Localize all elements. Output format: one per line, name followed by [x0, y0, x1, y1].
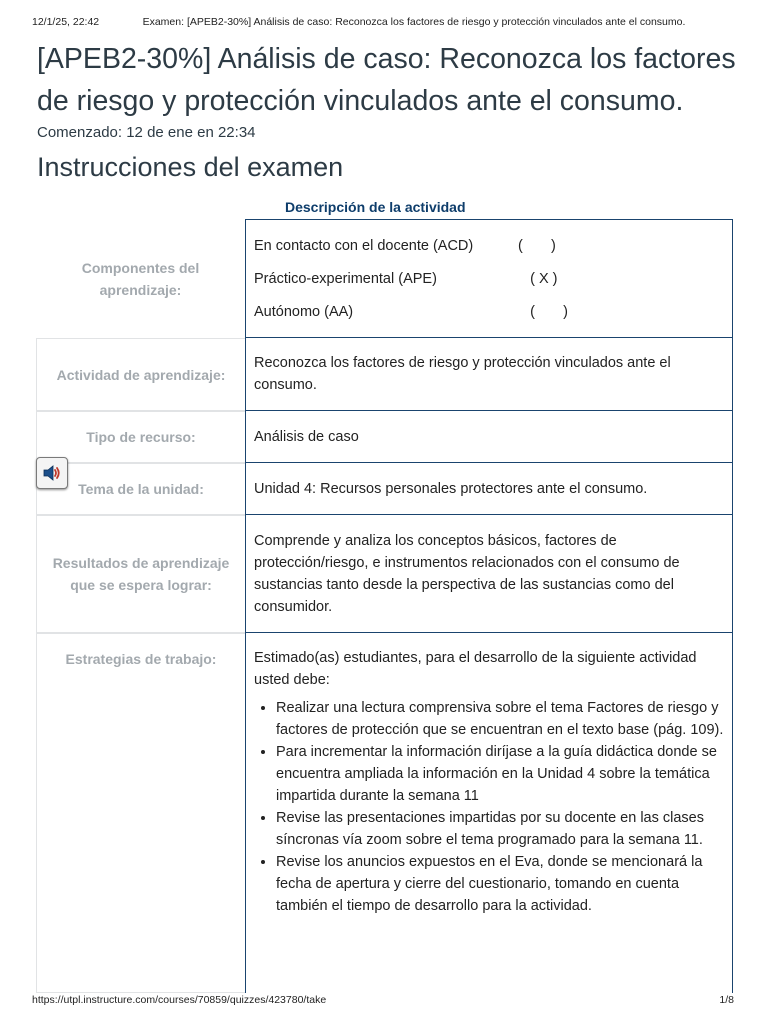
component-name: Autónomo (AA): [254, 303, 354, 320]
component-mark: ( ): [518, 237, 556, 254]
strategies-list: [254, 697, 724, 917]
results-label: Resultados de aprendizaje que se espera lograr:: [36, 515, 245, 633]
speaker-icon: [42, 464, 62, 482]
strategy-item: • Revise las presentaciones impartidas por su docente en las clases síncronas vía zoom sobre el tema programado para la semana 11.: [276, 807, 724, 851]
unit-value: Unidad 4: Recursos personales protectores ante el consumo.: [245, 463, 733, 515]
quiz-title: [APEB2-30%] Análisis de caso: Reconozca los factores de riesgo y protección vinculados ante el consumo.: [37, 43, 736, 117]
print-footer: [32, 994, 736, 1008]
component-item: [254, 229, 724, 262]
strategies-value: [245, 633, 733, 993]
strategy-item: • Realizar una lectura comprensiva sobre el tema Factores de riesgo y factores de protección que se encuentran en el texto base (pág. 109).: [276, 697, 724, 741]
component-name: En contacto con el docente (ACD): [254, 237, 474, 254]
activity-row: [36, 338, 733, 411]
strategies-label: Estrategias de trabajo:: [36, 633, 245, 993]
results-value: Comprende y analiza los conceptos básicos, factores de protección/riesgo, e instrumentos relacionados con el consumo de sustancias tanto desde la perspectiva de las sustancias como del consumidor.: [245, 515, 733, 633]
instructions-heading: Instrucciones del examen: [37, 152, 344, 182]
strategy-item: • Revise los anuncios expuestos en el Eva, donde se mencionará la fecha de apertura y cierre del cuestionario, tomando en cuenta también el tiempo de desarrollo para la actividad.: [276, 851, 724, 917]
print-page-number: 1/8: [719, 994, 734, 1006]
components-row: [36, 219, 733, 338]
print-page-title: Examen: [APEB2-30%] Análisis de caso: Reconozca los factores de riesgo y protección vinculados ante el consumo.: [142, 16, 686, 28]
unit-label: Tema de la unidad:: [36, 463, 245, 515]
activity-label: Actividad de aprendizaje:: [36, 338, 245, 411]
print-datetime: 12/1/25, 22:42: [32, 16, 100, 28]
unit-row: [36, 463, 733, 515]
print-header: [32, 16, 736, 30]
strategy-item: • Para incrementar la información diríjase a la guía didáctica donde se encuentra ampliada la información en la Unidad 4 sobre la temática impartida durante la semana 11: [276, 741, 724, 807]
strategies-intro: Estimado(as) estudiantes, para el desarrollo de la siguiente actividad usted debe:: [254, 650, 697, 688]
component-mark: ( ): [518, 303, 568, 320]
components-value: [245, 219, 733, 338]
component-name: Práctico-experimental (APE): [254, 270, 437, 287]
resource-value: Análisis de caso: [245, 411, 733, 463]
components-label: Componentes del aprendizaje:: [81, 259, 200, 298]
resource-row: [36, 411, 733, 463]
resource-label: Tipo de recurso:: [36, 411, 245, 463]
print-url: https://utpl.instructure.com/courses/70859/quizzes/423780/take: [32, 994, 327, 1006]
activity-value: Reconozca los factores de riesgo y protección vinculados ante el consumo.: [245, 338, 733, 411]
audio-play-button[interactable]: [36, 457, 68, 489]
component-item: [254, 262, 724, 295]
activity-table-caption: Descripción de la actividad: [285, 199, 466, 215]
strategies-row: [36, 633, 733, 993]
results-row: [36, 515, 733, 633]
quiz-started-at: Comenzado: 12 de ene en 22:34: [37, 124, 256, 141]
component-mark: ( X ): [518, 270, 558, 287]
component-item: [254, 295, 724, 328]
activity-description-table: [36, 219, 733, 993]
